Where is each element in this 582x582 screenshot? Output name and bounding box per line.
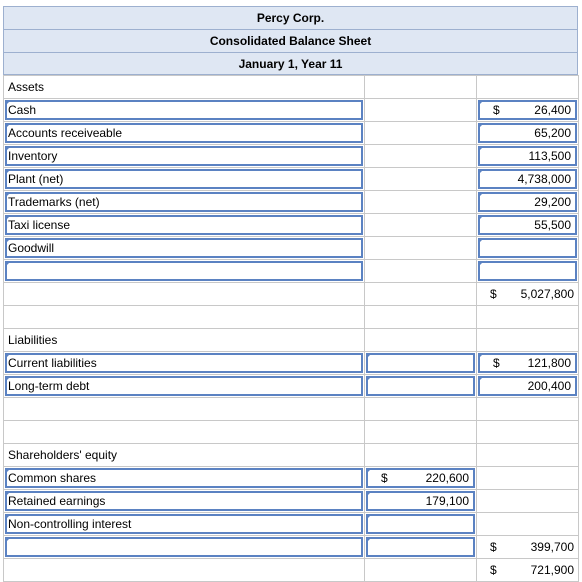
amount-input-long-term-debt[interactable]: 200,400 (478, 376, 577, 396)
table-row (4, 513, 579, 536)
grand-total-currency: $ (490, 563, 497, 577)
subtotal-input-common-shares[interactable]: $ 220,600 (366, 468, 475, 488)
table-row (4, 99, 579, 122)
table-row (4, 168, 579, 191)
account-select-current-liabilities[interactable]: Current liabilities (5, 353, 363, 373)
table-row (4, 467, 579, 490)
account-select-trademarks[interactable]: Trademarks (net) (5, 192, 363, 212)
balance-sheet (3, 6, 578, 582)
amount-input-taxi-license[interactable]: 55,500 (478, 215, 577, 235)
subtotal-input-equity-blank[interactable] (366, 537, 475, 557)
assets-total-row (4, 283, 579, 306)
account-select-non-controlling-interest[interactable]: Non-controlling interest (5, 514, 363, 534)
account-select-cash[interactable]: Cash (5, 100, 363, 120)
amount-input-inventory[interactable]: 113,500 (478, 146, 577, 166)
liabilities-heading: Liabilities (8, 333, 58, 347)
statement-date: January 1, Year 11 (3, 52, 578, 75)
account-select-plant[interactable]: Plant (net) (5, 169, 363, 189)
statement-title: Consolidated Balance Sheet (3, 29, 578, 52)
equity-total: 399,700 (530, 540, 574, 554)
table-row (4, 536, 579, 559)
amount-input-blank[interactable] (478, 261, 577, 281)
amount-input-cash[interactable]: $ 26,400 (478, 100, 577, 120)
assets-total: 5,027,800 (520, 287, 574, 301)
spacer-row (4, 421, 579, 444)
table-row (4, 191, 579, 214)
account-select-taxi-license[interactable]: Taxi license (5, 215, 363, 235)
table-row (4, 490, 579, 513)
liabilities-heading-row (4, 329, 579, 352)
equity-total-currency: $ (490, 540, 497, 554)
amount-input-plant[interactable]: 4,738,000 (478, 169, 577, 189)
account-select-receivables[interactable]: Accounts receiveable (5, 123, 363, 143)
equity-heading-row (4, 444, 579, 467)
subtotal-input-non-controlling-interest[interactable] (366, 514, 475, 534)
subtotal-input-long-term-debt[interactable] (366, 376, 475, 396)
amount-input-trademarks[interactable]: 29,200 (478, 192, 577, 212)
account-select-goodwill[interactable]: Goodwill (5, 238, 363, 258)
table-row (4, 122, 579, 145)
account-select-blank[interactable] (5, 261, 363, 281)
account-select-common-shares[interactable]: Common shares (5, 468, 363, 488)
table-row (4, 214, 579, 237)
balance-sheet-table (3, 75, 579, 582)
assets-total-currency: $ (490, 287, 497, 301)
table-row (4, 237, 579, 260)
account-select-inventory[interactable]: Inventory (5, 146, 363, 166)
table-row (4, 260, 579, 283)
spacer-row (4, 398, 579, 421)
account-select-long-term-debt[interactable]: Long-term debt (5, 376, 363, 396)
amount-input-current-liabilities[interactable]: $ 121,800 (478, 353, 577, 373)
table-row (4, 375, 579, 398)
company-name: Percy Corp. (3, 6, 578, 29)
grand-total: 721,900 (530, 563, 574, 577)
subtotal-input-retained-earnings[interactable]: 179,100 (366, 491, 475, 511)
account-select-equity-blank[interactable] (5, 537, 363, 557)
spacer-row (4, 306, 579, 329)
subtotal-input-current-liabilities[interactable] (366, 353, 475, 373)
assets-heading-row (4, 76, 579, 99)
amount-input-receivables[interactable]: 65,200 (478, 123, 577, 143)
grand-total-row (4, 559, 579, 582)
assets-heading: Assets (8, 80, 45, 94)
equity-heading: Shareholders' equity (8, 448, 118, 462)
account-select-retained-earnings[interactable]: Retained earnings (5, 491, 363, 511)
table-row (4, 352, 579, 375)
amount-input-goodwill[interactable] (478, 238, 577, 258)
table-row (4, 145, 579, 168)
